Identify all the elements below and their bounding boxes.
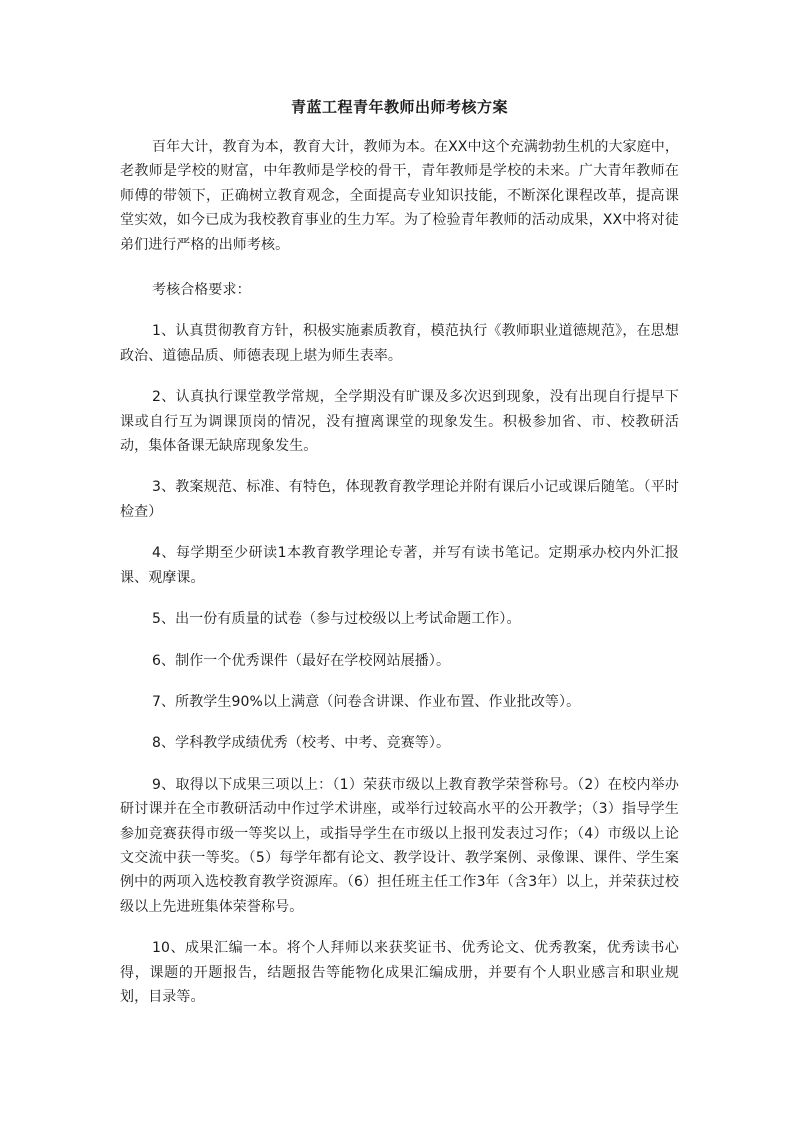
document-title: 青蓝工程青年教师出师考核方案 bbox=[290, 98, 508, 116]
requirement-item-6: 6、制作一个优秀课件（最好在学校网站展播）。 bbox=[152, 652, 451, 669]
requirement-item-3: 3、教案规范、标准、有特色，体现教育教学理论并附有课后小记或课后随笔。（平时检查） bbox=[120, 479, 679, 520]
requirements-heading: 考核合格要求： bbox=[152, 282, 251, 299]
requirement-item-8: 8、学科教学成绩优秀（校考、中考、竞赛等）。 bbox=[152, 735, 451, 752]
requirement-item-7: 7、所教学生90%以上满意（问卷含讲课、作业布置、作业批改等）。 bbox=[152, 693, 581, 710]
requirement-item-4: 4、每学期至少研读1本教育教学理论专著，并写有读书笔记。定期承办校内外汇报课、观摩课。 bbox=[120, 545, 679, 586]
requirement-item-5: 5、出一份有质量的试卷（参与过校级以上考试命题工作）。 bbox=[152, 611, 521, 628]
requirement-item-9: 9、取得以下成果三项以上：（1）荣获市级以上教育教学荣誉称号。（2）在校内举办研讨课并在全市教研活动中作过学术讲座，或举行过较高水平的公开教学；（3）指导学生参加竞赛获得市级一等奖以上，或指导学生在市级以上报刊发表过习作；（4）市级以上论文交流中获一等奖。（5）每学年都有论文、教学设计、教学案例、录像课、课件、学生案例中的两项入选校教育教学资源库。（6）担任班主任工作3年（含3年）以上，并荣获过校级以上先进班集体荣誉称号。 bbox=[120, 776, 679, 915]
requirement-item-2: 2、认真执行课堂教学常规，全学期没有旷课及多次迟到现象，没有出现自行提早下课或自行互为调课顶岗的情况，没有擅离课堂的现象发生。积极参加省、市、校教研活动，集体备课无缺席现象发生。 bbox=[120, 389, 679, 455]
requirement-item-1: 1、认真贯彻教育方针，积极实施素质教育，模范执行《教师职业道德规范》，在思想政治、道德品质、师德表现上堪为师生表率。 bbox=[120, 323, 679, 364]
requirement-item-10: 10、成果汇编一本。将个人拜师以来获奖证书、优秀论文、优秀教案，优秀读书心得，课题的开题报告，结题报告等能物化成果汇编成册，并要有个人职业感言和职业规划，目录等。 bbox=[120, 940, 679, 1005]
intro-paragraph: 百年大计，教育为本，教育大计，教师为本。在XX中这个充满勃勃生机的大家庭中，老教师是学校的财富，中年教师是学校的骨干，青年教师是学校的未来。广大青年教师在师傅的带领下，正确树立教育观念，全面提高专业知识技能，不断深化课程改革，提高课堂实效，如今已成为我校教育事业的生力军。为了检验青年教师的活动成果，XX中将对徒弟们进行严格的出师考核。 bbox=[120, 139, 679, 253]
